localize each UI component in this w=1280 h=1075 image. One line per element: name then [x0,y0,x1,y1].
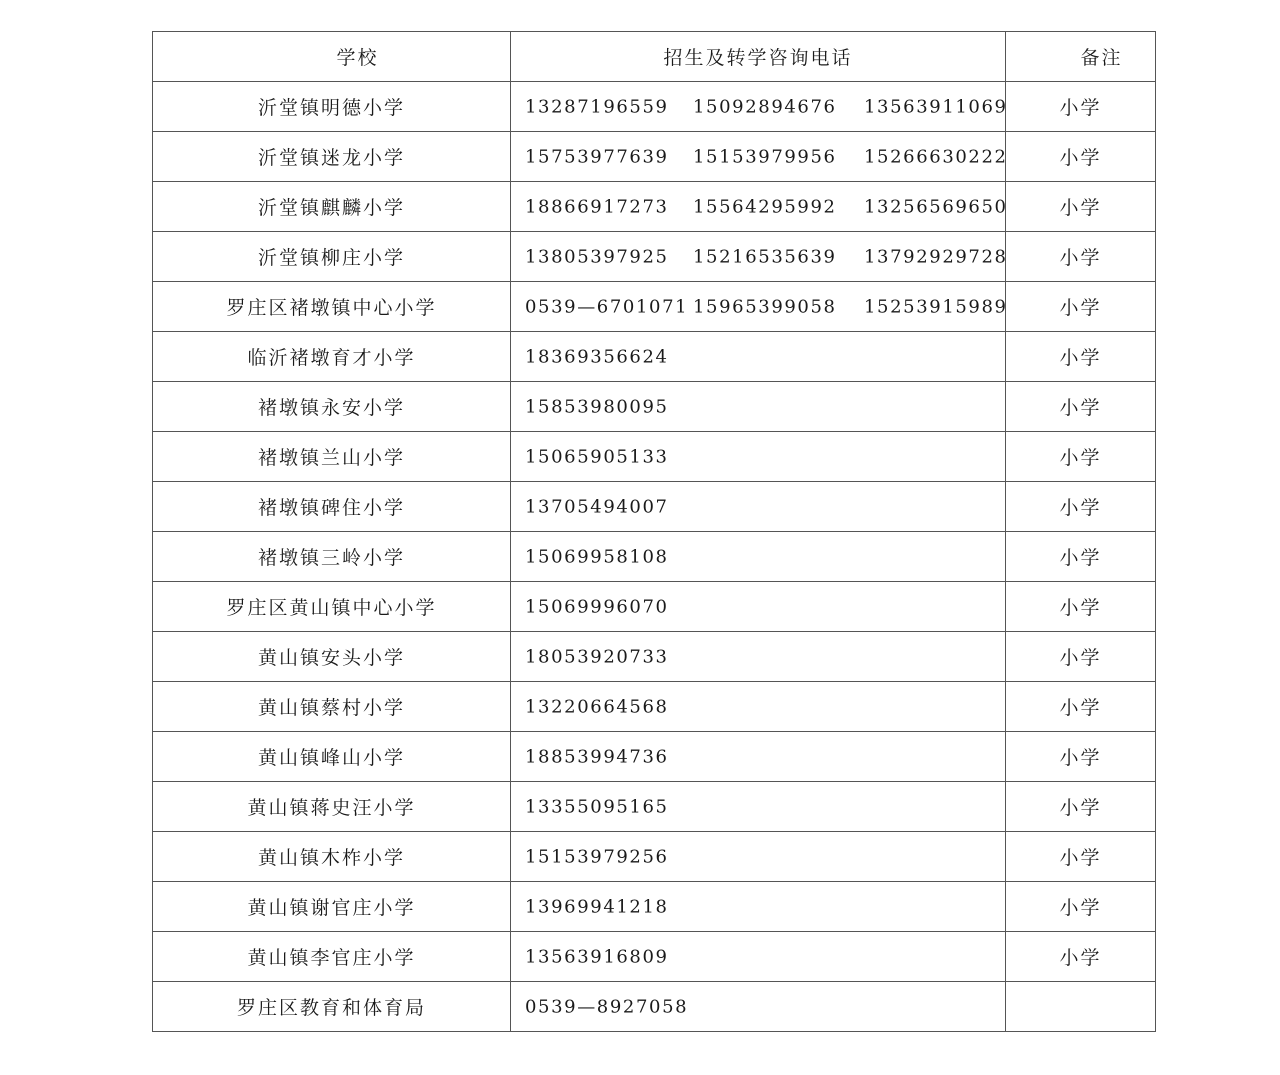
phone-number: 13792929728 [864,246,1008,267]
table-row [153,782,1156,832]
table-row [153,682,1156,732]
table-row [153,832,1156,882]
school-name-cell: 褚墩镇碑住小学 [153,482,511,532]
school-name-cell: 罗庄区褚墩镇中心小学 [153,282,511,332]
phone-number: 0539—6701071 [525,296,689,317]
note-cell: 小学 [1006,382,1156,432]
table-row [153,432,1156,482]
phone-cell [511,282,1006,332]
phone-list [511,882,1005,931]
phone-number: 18369356624 [525,346,669,367]
phone-number: 15753977639 [525,146,669,167]
phone-number: 15564295992 [693,196,837,217]
table-header [153,32,1156,82]
phone-list [511,832,1005,881]
phone-number: 13256569650 [864,196,1008,217]
table-row [153,532,1156,582]
table-row [153,332,1156,382]
note-cell: 小学 [1006,782,1156,832]
header-school: 学校 [153,32,511,82]
phone-cell [511,882,1006,932]
school-name-cell: 黄山镇木柞小学 [153,832,511,882]
phone-list [511,782,1005,831]
header-row [153,32,1156,82]
phone-cell [511,832,1006,882]
school-name-cell: 沂堂镇明德小学 [153,82,511,132]
phone-list [511,82,1008,131]
phone-list [511,532,1005,581]
phone-list [511,432,1005,481]
school-name-cell: 黄山镇蔡村小学 [153,682,511,732]
phone-cell [511,582,1006,632]
phone-cell [511,232,1006,282]
school-name-cell: 褚墩镇兰山小学 [153,432,511,482]
school-name-cell: 黄山镇峰山小学 [153,732,511,782]
phone-list [511,632,1005,681]
school-name-cell: 沂堂镇麒麟小学 [153,182,511,232]
phone-number: 13563916809 [525,946,669,967]
table-row [153,382,1156,432]
table-row [153,932,1156,982]
phone-cell [511,432,1006,482]
phone-cell [511,682,1006,732]
table-row [153,132,1156,182]
phone-number: 15092894676 [693,96,837,117]
school-name-cell: 临沂褚墩育才小学 [153,332,511,382]
note-cell: 小学 [1006,682,1156,732]
school-name-cell: 罗庄区教育和体育局 [153,982,511,1032]
school-name-cell: 黄山镇李官庄小学 [153,932,511,982]
school-name-cell: 褚墩镇三岭小学 [153,532,511,582]
note-cell: 小学 [1006,732,1156,782]
phone-list [511,232,1008,281]
school-name-cell: 沂堂镇柳庄小学 [153,232,511,282]
table-row [153,982,1156,1032]
school-name-cell: 褚墩镇永安小学 [153,382,511,432]
phone-cell [511,532,1006,582]
table-body [153,82,1156,1032]
phone-list [511,932,1005,981]
header-phone: 招生及转学咨询电话 [511,32,1006,82]
phone-cell [511,182,1006,232]
note-cell: 小学 [1006,182,1156,232]
note-cell: 小学 [1006,482,1156,532]
phone-cell [511,982,1006,1032]
phone-number: 13563911069 [864,96,1008,117]
phone-cell [511,732,1006,782]
note-cell: 小学 [1006,932,1156,982]
phone-list [511,332,1005,381]
phone-number: 18053920733 [525,646,669,667]
phone-number: 15253915989 [864,296,1008,317]
note-cell: 小学 [1006,132,1156,182]
note-cell: 小学 [1006,232,1156,282]
school-name-cell: 沂堂镇迷龙小学 [153,132,511,182]
note-cell: 小学 [1006,282,1156,332]
phone-number: 0539—8927058 [525,996,689,1017]
school-name-cell: 黄山镇蒋史汪小学 [153,782,511,832]
phone-number: 13355095165 [525,796,669,817]
note-cell: 小学 [1006,632,1156,682]
table-row [153,82,1156,132]
phone-number: 18853994736 [525,746,669,767]
phone-number: 15065905133 [525,446,669,467]
table-row [153,282,1156,332]
phone-cell [511,82,1006,132]
phone-cell [511,932,1006,982]
phone-number: 13705494007 [525,496,669,517]
phone-cell [511,332,1006,382]
note-cell: 小学 [1006,532,1156,582]
phone-list [511,582,1005,631]
note-cell: 小学 [1006,332,1156,382]
school-name-cell: 黄山镇谢官庄小学 [153,882,511,932]
phone-number: 15853980095 [525,396,669,417]
phone-cell [511,632,1006,682]
school-name-cell: 罗庄区黄山镇中心小学 [153,582,511,632]
phone-number: 18866917273 [525,196,669,217]
table-row [153,232,1156,282]
phone-list [511,182,1008,231]
phone-cell [511,132,1006,182]
table-row [153,732,1156,782]
table-row [153,882,1156,932]
school-name-cell: 黄山镇安头小学 [153,632,511,682]
note-cell: 小学 [1006,832,1156,882]
phone-list [511,482,1005,531]
phone-number: 15153979956 [693,146,837,167]
table-row [153,632,1156,682]
table-row [153,482,1156,532]
phone-cell [511,782,1006,832]
phone-number: 13220664568 [525,696,669,717]
phone-list [511,382,1005,431]
table-row [153,182,1156,232]
phone-list [511,732,1005,781]
phone-list [511,282,1008,331]
phone-number: 15153979256 [525,846,669,867]
phone-list [511,132,1008,181]
phone-list [511,682,1005,731]
phone-number: 15069958108 [525,546,669,567]
table-row [153,582,1156,632]
note-cell: 小学 [1006,882,1156,932]
phone-number: 15266630222 [864,146,1008,167]
phone-number: 15069996070 [525,596,669,617]
phone-number: 13287196559 [525,96,669,117]
phone-cell [511,482,1006,532]
note-cell: 小学 [1006,582,1156,632]
phone-cell [511,382,1006,432]
note-cell: 小学 [1006,82,1156,132]
phone-number: 13969941218 [525,896,669,917]
phone-number: 15216535639 [693,246,837,267]
contact-table [152,31,1156,1032]
phone-number: 13805397925 [525,246,669,267]
header-note: 备注 [1006,32,1156,82]
note-cell: 小学 [1006,432,1156,482]
note-cell [1006,982,1156,1032]
phone-list [511,982,1005,1031]
phone-number: 15965399058 [693,296,837,317]
